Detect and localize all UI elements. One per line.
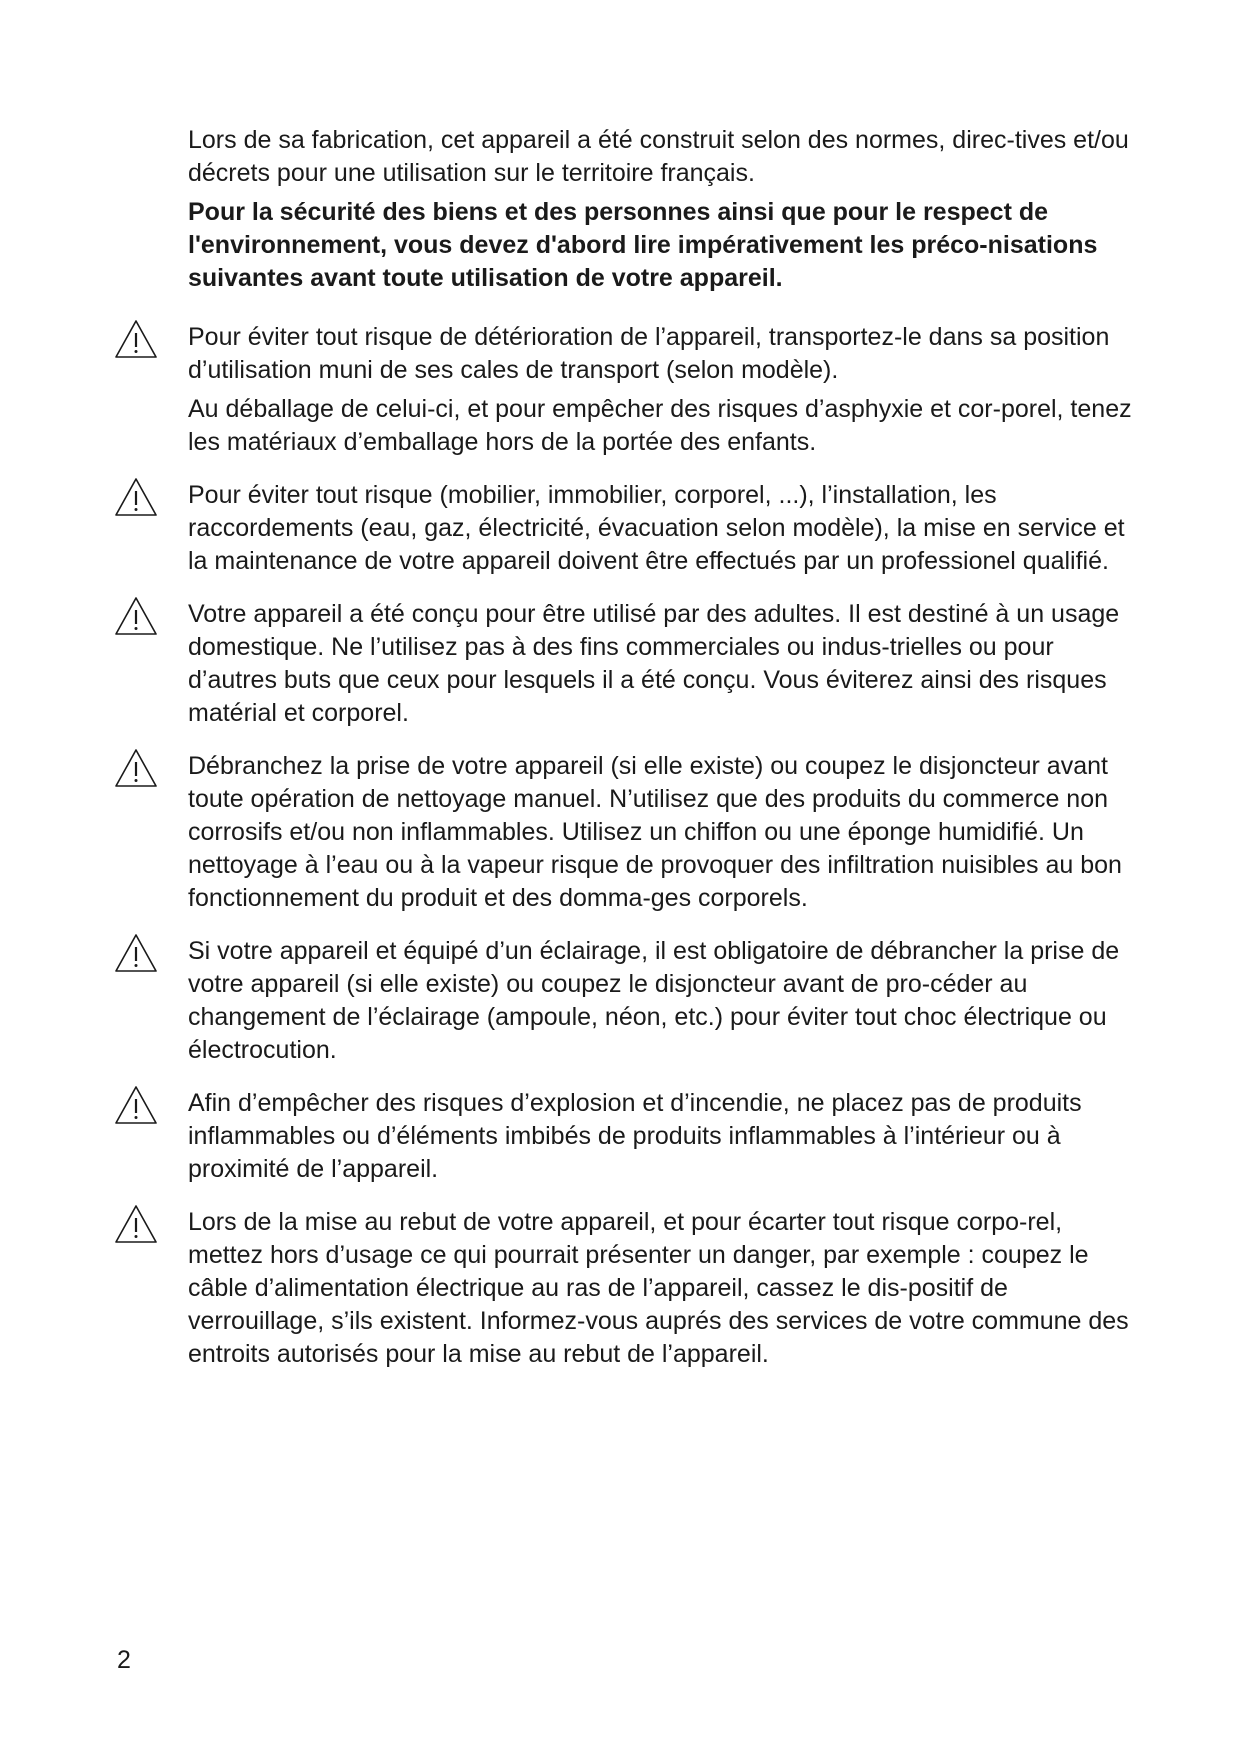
warning-item: [188, 935, 1133, 1067]
warning-item: [188, 1087, 1133, 1186]
warning-triangle-icon: [114, 933, 158, 973]
warning-text: Votre appareil a été conçu pour être utilisé par des adultes. Il est destiné à un usage domestique. Ne l’utilisez pas à des fins commerciales ou indus-trielles ou pour d’autres buts que ceux pour lesquels il a été conçu. Vous éviterez ainsi des risques matérial et corporel.: [188, 600, 1120, 727]
warning-item: [188, 321, 1133, 459]
intro-paragraph: Lors de sa fabrication, cet appareil a été construit selon des normes, direc-tives et/ou décrets pour une utilisation sur le territoire français.: [188, 126, 1129, 187]
warning-triangle-icon: [114, 596, 158, 636]
warning-text: Afin d’empêcher des risques d’explosion et d’incendie, ne placez pas de produits inflammables ou d’éléments imbibés de produits inflammables à l’intérieur ou à proximité de l’appareil.: [188, 1089, 1082, 1183]
warning-item: [188, 750, 1133, 915]
warning-triangle-icon: [114, 1085, 158, 1125]
warning-triangle-icon: [114, 477, 158, 517]
important-notice: Pour la sécurité des biens et des personnes ainsi que pour le respect de l'environnement, vous devez d'abord lire impérativement les préco-nisations suivantes avant toute utilisation de votre appareil.: [188, 198, 1098, 292]
warning-text: Pour éviter tout risque de détérioration de l’appareil, transportez-le dans sa position d’utilisation muni de ses cales de transport (selon modèle).: [188, 323, 1110, 384]
warning-item: [188, 598, 1133, 730]
warning-item: [188, 1206, 1133, 1371]
warning-text: Si votre appareil et équipé d’un éclairage, il est obligatoire de débrancher la prise de votre appareil (si elle existe) ou coupez le disjoncteur avant de pro-céder au changement de l’éclairage (ampoule, néon, etc.) pour éviter tout choc électrique ou électrocution.: [188, 937, 1120, 1064]
warning-triangle-icon: [114, 1204, 158, 1244]
warning-item: [188, 479, 1133, 578]
warning-text: Pour éviter tout risque (mobilier, immobilier, corporel, ...), l’installation, les raccordements (eau, gaz, électricité, évacuation selon modèle), la mise en service et la maintenance de votre appareil doivent être effectués par un professionel qualifié.: [188, 481, 1125, 575]
warning-text: Débranchez la prise de votre appareil (si elle existe) ou coupez le disjoncteur avant toute opération de nettoyage manuel. N’utilisez que des produits du commerce non corrosifs et/ou non inflammables. Utilisez un chiffon ou une éponge humidifié. Un nettoyage à l’eau ou à la vapeur risque de provoquer des infiltration nuisibles au bon fonctionnement du produit et des domma-ges corporels.: [188, 752, 1122, 912]
safety-instructions: [188, 124, 1133, 1391]
warning-triangle-icon: [114, 319, 158, 359]
warning-triangle-icon: [114, 748, 158, 788]
warning-text: Lors de la mise au rebut de votre appareil, et pour écarter tout risque corpo-rel, mettez hors d’usage ce qui pourrait présenter un danger, par exemple : coupez le câble d’alimentation électrique au ras de l’appareil, cassez le dis-positif de verrouillage, s’ils existent. Informez-vous auprés des services de votre commune des entroits autorisés pour la mise au rebut de l’appareil.: [188, 1208, 1129, 1368]
page-number: 2: [117, 1646, 131, 1674]
warning-text: Au déballage de celui-ci, et pour empêcher des risques d’asphyxie et cor-porel, tenez les matériaux d’emballage hors de la portée des enfants.: [188, 395, 1132, 456]
